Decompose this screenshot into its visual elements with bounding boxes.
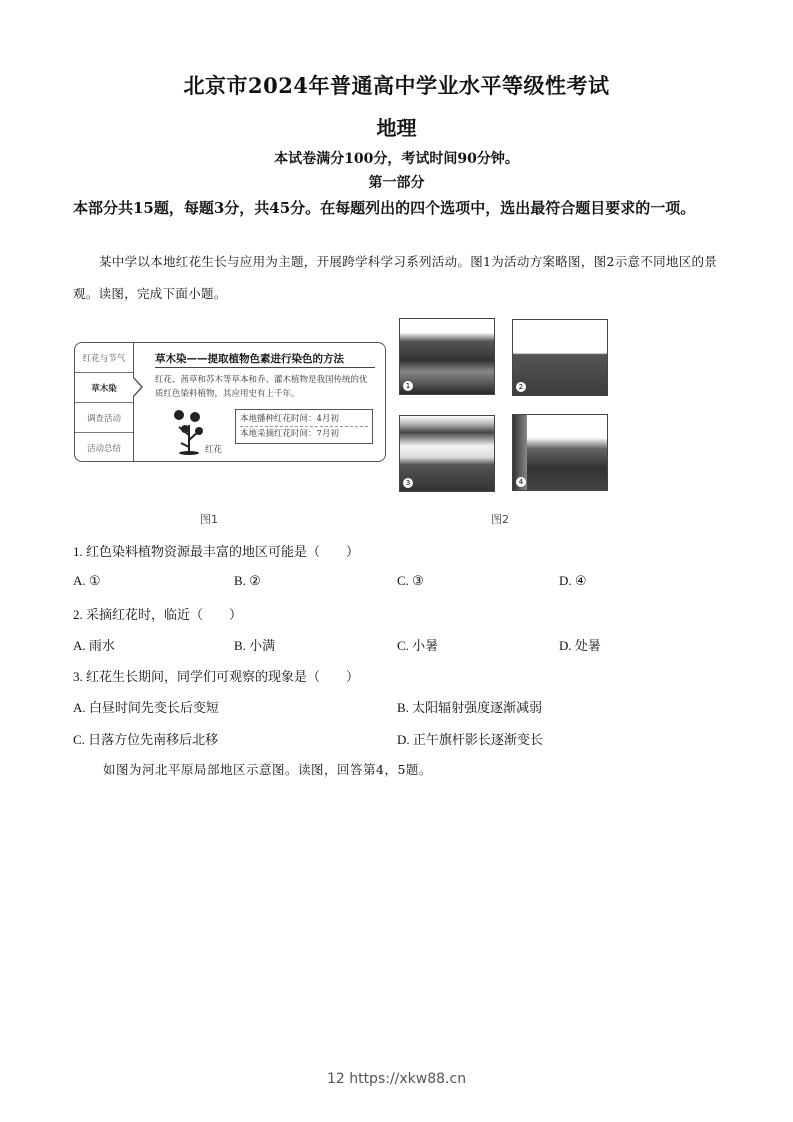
question-1-stem: 1. 红色染料植物资源最丰富的地区可能是（ ） <box>73 544 360 559</box>
photo-number: 3 <box>403 478 413 488</box>
q2-option-b[interactable]: B. 小满 <box>234 638 276 653</box>
fig1-heading: 草木染——提取植物色素进行染色的方法 <box>155 353 344 365</box>
fig1-flower-label: 红花 <box>205 445 223 455</box>
q3-option-d[interactable]: D. 正午旗杆影长逐渐变长 <box>397 732 543 747</box>
fig1-tab-jieqi: 红花与节气 <box>75 343 133 373</box>
figure-1-caption: 图1 <box>200 513 218 526</box>
q3-option-c[interactable]: C. 日落方位先南移后北移 <box>73 732 219 747</box>
landscape-photo-3 <box>399 415 495 492</box>
fig1-sowing-time: 本地播种红花时间：4月初 <box>240 414 339 424</box>
landscape-photo-4 <box>512 414 608 491</box>
fig1-info-box <box>235 409 373 444</box>
follow-up-prompt: 如图为河北平原局部地区示意图。读图，回答第4，5题。 <box>103 762 432 777</box>
q2-option-d[interactable]: D. 处暑 <box>559 638 601 653</box>
fig1-tab-summary: 活动总结 <box>86 443 121 454</box>
fig1-tab-survey: 调查活动 <box>75 403 133 433</box>
fig1-harvest-time: 本地采摘红花时间：7月初 <box>240 426 368 441</box>
question-2-stem: 2. 采摘红花时，临近（ ） <box>73 607 243 622</box>
photo-number: 1 <box>403 381 413 391</box>
section-instructions: 本部分共15题，每题3分，共45分。在每题列出的四个选项中，选出最符合题目要求的一项。 <box>73 199 696 217</box>
part-heading: 第一部分 <box>368 175 425 191</box>
q2-option-c[interactable]: C. 小暑 <box>397 638 439 653</box>
subject-title: 地理 <box>376 116 417 140</box>
fig1-description: 红花、茜草和苏木等草本和乔、灌木植物是我国传统的优质红色染料植物，其应用史有上千年。 <box>155 375 368 399</box>
q1-option-d[interactable]: D. ④ <box>559 573 587 588</box>
q2-option-a[interactable]: A. 雨水 <box>73 638 115 653</box>
page-footer: 12 https://xkw88.cn <box>326 1071 467 1087</box>
fig1-divider <box>155 367 375 368</box>
figure-1-tabs <box>75 343 134 461</box>
figure-2-caption: 图2 <box>491 513 509 526</box>
safflower-icon <box>169 405 209 455</box>
q1-option-c[interactable]: C. ③ <box>397 573 424 588</box>
landscape-photo-2 <box>512 319 608 396</box>
q1-option-a[interactable]: A. ① <box>73 573 101 588</box>
exam-title: 北京市2024年普通高中学业水平等级性考试 <box>183 73 610 98</box>
exam-note: 本试卷满分100分，考试时间90分钟。 <box>274 151 519 167</box>
q3-option-b[interactable]: B. 太阳辐射强度逐渐减弱 <box>397 700 543 715</box>
photo-number: 4 <box>516 477 526 487</box>
fig1-tab-caomuran: 草木染 <box>75 373 133 403</box>
question-3-stem: 3. 红花生长期间，同学们可观察的现象是（ ） <box>73 669 360 684</box>
landscape-photo-1 <box>399 318 495 395</box>
intro-paragraph: 某中学以本地红花生长与应用为主题，开展跨学科学习系列活动。图1为活动方案略图，图2示意不同地区的景观。读图，完成下面小题。 <box>73 254 718 301</box>
q3-option-a[interactable]: A. 白昼时间先变长后变短 <box>73 700 219 715</box>
q1-option-b[interactable]: B. ② <box>234 573 261 588</box>
photo-number: 2 <box>516 382 526 392</box>
figure-1-activity-plan <box>74 342 386 462</box>
